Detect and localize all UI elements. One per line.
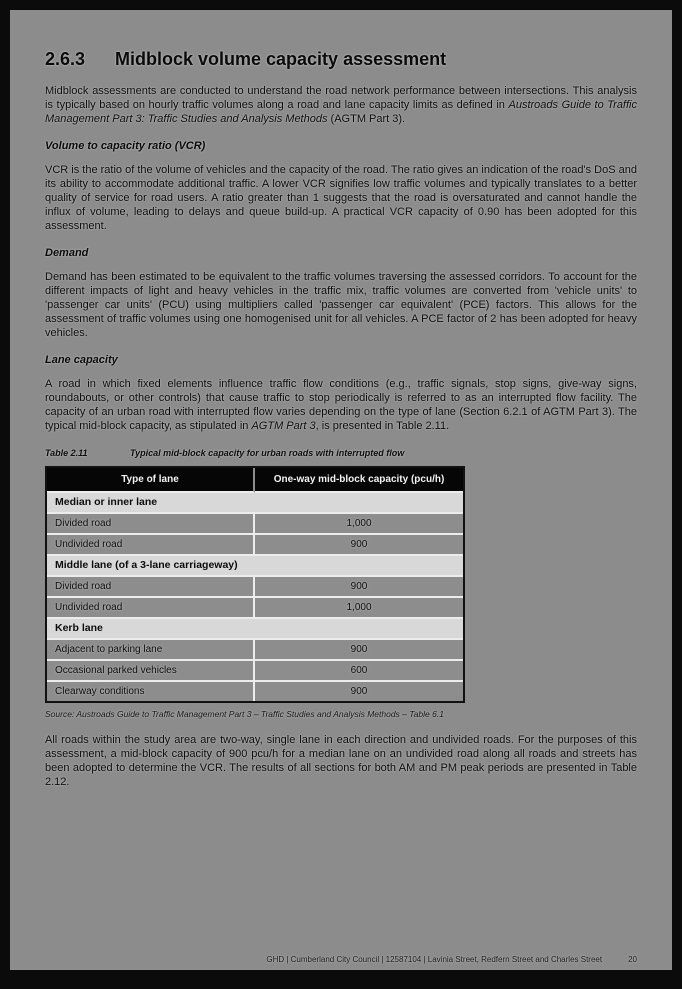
table-data-row	[47, 514, 463, 535]
capacity-value-cell: 900	[255, 577, 463, 598]
capacity-value-cell: 900	[255, 535, 463, 556]
subheading-demand: Demand	[45, 247, 89, 259]
table-section-header-cell: Kerb lane	[47, 619, 463, 640]
lane-type-cell: Undivided road	[47, 535, 255, 556]
lane-type-cell: Adjacent to parking lane	[47, 640, 255, 661]
table-section-header-row	[47, 619, 463, 640]
table-section-header-cell: Median or inner lane	[47, 493, 463, 514]
column-header-type-of-lane: Type of lane	[47, 468, 255, 493]
table-caption-label: Table 2.11	[45, 448, 88, 458]
lane-type-cell: Clearway conditions	[47, 682, 255, 701]
subheading-vcr: Volume to capacity ratio (VCR)	[45, 140, 206, 152]
section-heading	[45, 48, 637, 70]
vcr-paragraph: VCR is the ratio of the volume of vehicles and the capacity of the road. The ratio gives an indication of the road's DoS and its ability to accommodate additional traffic. A lower VCR signifies low traffic volumes and typically translates to a better quality of service for road users. A ratio greater than 1 suggests that the road is oversaturated and cannot handle the influx of volume, leading to delays and queue build-up. A practical VCR capacity of 0.90 has been adopted for this assessment.	[45, 164, 637, 232]
demand-paragraph: Demand has been estimated to be equivalent to the traffic volumes traversing the assessed corridors. To account for the different impacts of light and heavy vehicles in the traffic mix, traffic volumes are converted from 'vehicle units' to 'passenger car units' (PCU) using multipliers called 'passenger car equivalent' (PCE) factors. This allows for the assessment of traffic volumes using one homogenised unit for all vehicles. A PCE factor of 2 has been adopted for heavy vehicles.	[45, 271, 637, 339]
capacity-value-cell: 1,000	[255, 598, 463, 619]
lane-type-cell: Undivided road	[47, 598, 255, 619]
lane-type-cell: Divided road	[47, 577, 255, 598]
subheading-lane-capacity: Lane capacity	[45, 354, 118, 366]
table-section-header-row	[47, 493, 463, 514]
section-number: 2.6.3	[45, 49, 86, 69]
table-data-row	[47, 535, 463, 556]
intro-paragraph: Midblock assessments are conducted to understand the road network performance between intersections. This analysis is typically based on hourly traffic volumes along a road and lane capacity limits as defined in Austroads Guide to Traffic Management Part 3: Traffic Studies and Analysis Methods (AGTM Part 3).	[45, 85, 637, 125]
table-data-row	[47, 640, 463, 661]
lane-type-cell: Divided road	[47, 514, 255, 535]
section-title: Midblock volume capacity assessment	[115, 49, 447, 69]
capacity-value-cell: 600	[255, 661, 463, 682]
table-data-row	[47, 661, 463, 682]
capacity-value-cell: 900	[350, 686, 368, 697]
table-data-row	[47, 577, 463, 598]
table-header-row	[47, 468, 463, 493]
capacity-value-cell: 1,000	[255, 514, 463, 535]
column-header-capacity: One-way mid-block capacity (pcu/h)	[255, 468, 463, 493]
table-section-header-row	[47, 556, 463, 577]
document-page	[10, 10, 672, 970]
table-source-note: Source: Austroads Guide to Traffic Management Part 3 – Traffic Studies and Analysis Methods – Table 6.1	[45, 709, 444, 719]
lane-capacity-paragraph: A road in which fixed elements influence traffic flow conditions (e.g., traffic signals, stop signs, give-way signs, roundabouts, or other controls) that cause traffic to stop periodically is referred to as an interrupted flow facility. The capacity of an urban road with interrupted flow varies depending on the type of lane (Section 6.2.1 of AGTM Part 3). The typical mid-block capacity, as stipulated in AGTM Part 3, is presented in Table 2.11.	[45, 378, 637, 432]
page-number: 20	[628, 955, 637, 964]
table-data-row	[47, 682, 463, 701]
conclusion-paragraph: All roads within the study area are two-way, single lane in each direction and undivided roads. For the purposes of this assessment, a mid-block capacity of 900 pcu/h for a median lane on an undivided road along all roads and streets has been adopted to determine the VCR. The results of all sections for both AM and PM peak periods are presented in Table 2.12.	[45, 734, 637, 788]
table-data-row	[47, 598, 463, 619]
page-footer	[45, 955, 637, 964]
capacity-value-cell: 900	[255, 640, 463, 661]
midblock-capacity-table	[45, 466, 465, 703]
lane-type-cell: Occasional parked vehicles	[47, 661, 255, 682]
table-section-header-cell: Middle lane (of a 3-lane carriageway)	[47, 556, 463, 577]
table-caption-title: Typical mid-block capacity for urban roads with interrupted flow	[130, 448, 405, 458]
table-caption	[45, 448, 637, 458]
footer-text: GHD | Cumberland City Council | 12587104 | Lavinia Street, Redfern Street and Charles Street	[266, 955, 603, 964]
